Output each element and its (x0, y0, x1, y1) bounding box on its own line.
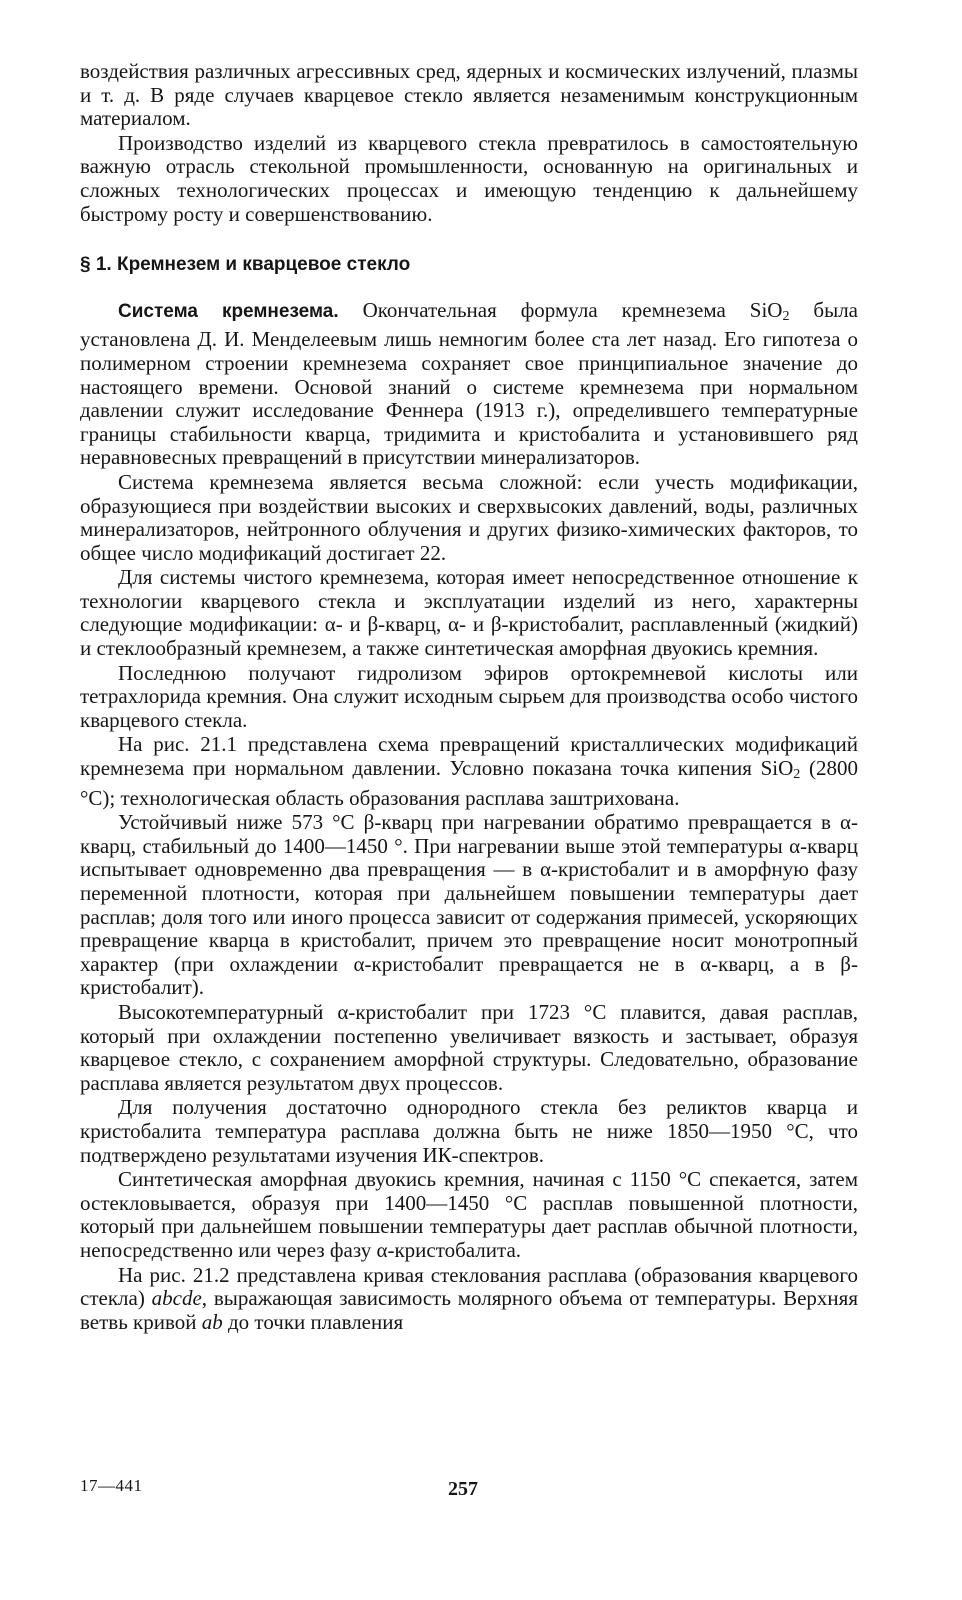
body-text (80, 60, 858, 1335)
paragraph: Устойчивый ниже 573 °С β-кварц при нагревании обратимо превращается в α-кварц, стабильный до 1400—1450 °. При нагревании выше этой температуры α-кварц испытывает одновременно два превращения — в α-кристобалит и в аморфную фазу переменной плотности, которая при дальнейшем повышении температуры дает расплав; доля того или иного процесса зависит от содержания примесей, ускоряющих превращение кварца в кристобалит, причем это превращение носит монотропный характер (при охлаждении α-кристобалит превращается не в α-кварц, а в β-кристобалит). (80, 810, 858, 1000)
italic-term: abcde (151, 1286, 202, 1311)
paragraph: Для получения достаточно однородного стекла без реликтов кварца и кристобалита температура расплава должна быть не ниже 1850—1950 °С, что подтверждено результатами изучения ИК-спектров. (80, 1095, 858, 1167)
section-heading: § 1. Кремнезем и кварцевое стекло (80, 254, 411, 276)
text-run: На рис. 21.2 представлена кривая стеклования расплава (образования кварцевого стекла) (80, 1262, 858, 1311)
text-run: , выражающая зависимость молярного объема от температуры. Верхняя ветвь кривой (80, 1286, 858, 1334)
subscript: 2 (782, 308, 790, 324)
runin-heading: Система кремнезема. (118, 300, 339, 322)
printer-signature: 17—441 (80, 1476, 143, 1495)
paragraph: Последнюю получают гидролизом эфиров ортокремневой кислоты или тетрахлорида кремния. Она служит исходным сырьем для производства особо чистого кварцевого стекла. (80, 660, 858, 732)
paragraph (80, 733, 858, 810)
paragraph: Синтетическая аморфная двуокись кремния, начиная с 1150 °С спекается, затем остекловывается, образуя при 1400—1450 °С расплав повышенной плотности, который при дальнейшем повышении температуры дает расплав обычной плотности, непосредственно или через фазу α-кристобалита. (80, 1167, 858, 1262)
paragraph: воздействия различных агрессивных сред, ядерных и космических излучений, плазмы и т. д. В ряде случаев кварцевое стекло является незаменимым конструкционным материалом. (80, 59, 858, 131)
paragraph: Для системы чистого кремнезема, которая имеет непосредственное отношение к технологии кварцевого стекла и эксплуатации изделий из него, характерны следующие модификации: α- и β-кварц, α- и β-кристобалит, расплавленный (жидкий) и стеклообразный кремнезем, а также синтетическая аморфная двуокись кремния. (80, 565, 858, 661)
paragraph (80, 1264, 858, 1335)
text-run: На рис. 21.1 представлена схема превращений кристаллических модификаций кремнезема при нормальном давлении. Условно показана точка кипения SiO (80, 732, 858, 781)
text-run: (2800 °С); технологическая область образования расплава заштрихована. (80, 756, 858, 810)
paragraph: Высокотемпературный α-кристобалит при 1723 °С плавится, давая расплав, который при охлаждении постепенно увеличивает вязкость и застывает, образуя кварцевое стекло, с сохранением аморфной структуры. Следовательно, образование расплава является результатом двух процессов. (80, 999, 858, 1095)
paragraph: Система кремнезема является весьма сложной: если учесть модификации, образующиеся при воздействии высоких и сверхвысоких давлений, воды, различных минерализаторов, нейтронного облучения и других физико-химических факторов, то общее число модификаций достигает 22. (80, 469, 858, 565)
text-run: была установлена Д. И. Менделеевым лишь немногим более ста лет назад. Его гипотеза о полимерном строении кремнезема сохраняет свое принципиальное значение до настоящего времени. Основой знаний о системе кремнезема при нормальном давлении служит исследование Феннера (1913 г.), определившего температурные границы стабильности кварца, тридимита и кристобалита и установившего ряд неравновесных превращений в присутствии минерализаторов. (80, 297, 858, 470)
text-run: до точки плавления (222, 1309, 404, 1334)
text-run: Окончательная формула кремнезема SiO (338, 297, 783, 322)
paragraph (80, 299, 858, 470)
subscript: 2 (793, 767, 801, 783)
page-number: 257 (448, 1478, 478, 1500)
paragraph: Производство изделий из кварцевого стекла превратилось в самостоятельную важную отрасль стекольной промышленности, основанную на оригинальных и сложных технологических процессах и имеющую тенденцию к дальнейшему быстрому росту и совершенствованию. (80, 130, 858, 226)
italic-term: ab (201, 1309, 223, 1334)
